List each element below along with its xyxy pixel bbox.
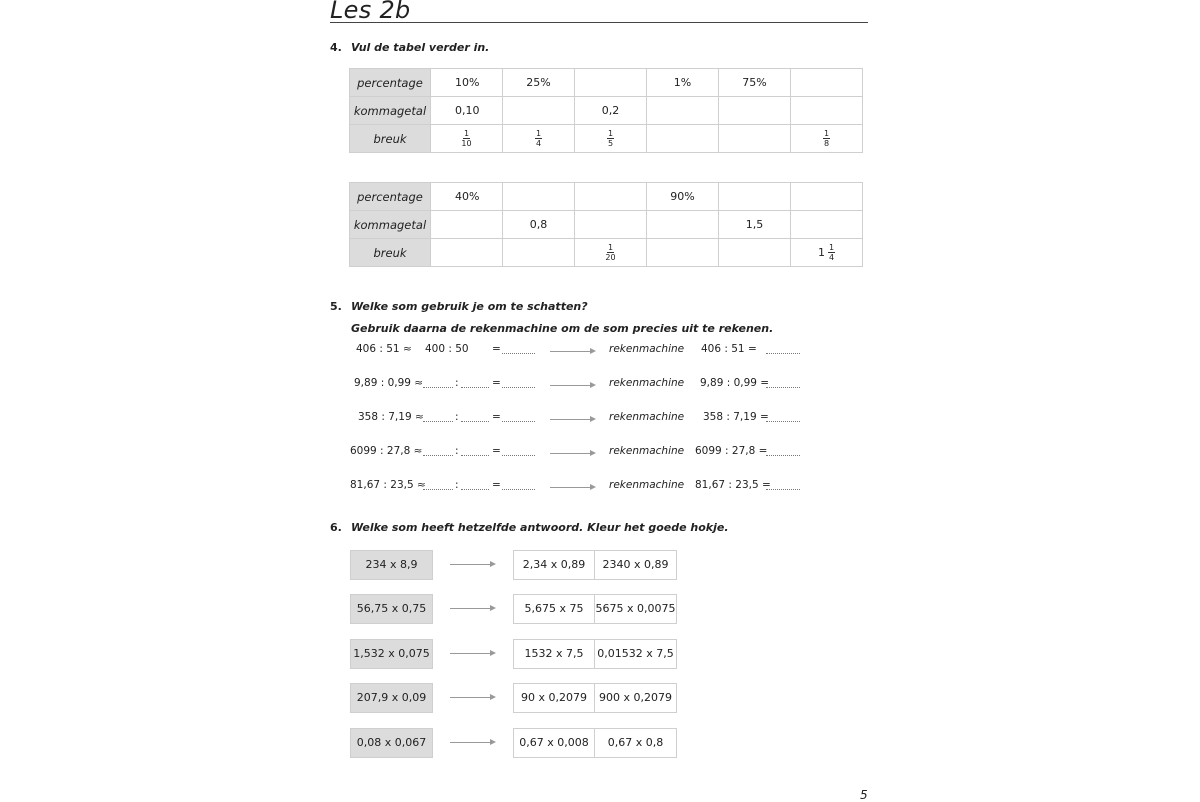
given-product: 1,532 x 0,075 <box>350 639 433 669</box>
fraction: $\frac{1}{4}$ <box>535 129 542 148</box>
equals-sign: = <box>492 377 501 389</box>
estimate-row <box>350 445 820 459</box>
estimate-row <box>350 411 820 425</box>
colon-sign: : <box>455 377 459 389</box>
answer-cell-empty[interactable] <box>503 239 575 267</box>
table1-row-kommagetal <box>350 97 863 125</box>
equals-sign: = <box>492 343 501 355</box>
table-cell: 0,10 <box>431 97 503 125</box>
estimate-blank-2[interactable] <box>461 379 489 388</box>
arrow-icon <box>550 351 594 352</box>
table-cell: 75% <box>719 69 791 97</box>
arrow-icon <box>450 608 494 609</box>
page-title: Les 2b <box>330 0 411 24</box>
answer-cell-empty[interactable] <box>575 183 647 211</box>
answer-option-b[interactable]: 0,67 x 0,8 <box>594 728 677 758</box>
answer-cell-empty[interactable] <box>791 69 863 97</box>
calculator-answer-blank[interactable] <box>766 345 800 354</box>
colon-sign: : <box>455 479 459 491</box>
estimate-answer-blank[interactable] <box>502 379 535 388</box>
q5-number: 5. <box>330 300 342 313</box>
estimate-example: 400 : 50 <box>425 343 469 355</box>
answer-cell-empty[interactable] <box>791 211 863 239</box>
calculator-answer-blank[interactable] <box>766 481 800 490</box>
answer-option-a[interactable]: 5,675 x 75 <box>513 594 595 624</box>
arrow-icon <box>450 742 494 743</box>
table-cell: 40% <box>431 183 503 211</box>
estimate-row <box>350 343 820 357</box>
calculator-problem: 358 : 7,19 = <box>703 411 769 423</box>
answer-cell-empty[interactable] <box>719 125 791 153</box>
page-number: 5 <box>860 788 868 802</box>
q5-instruction-1: Welke som gebruik je om te schatten? <box>351 300 588 313</box>
table-cell: 10% <box>431 69 503 97</box>
division-problem: 81,67 : 23,5 ≈ <box>350 479 426 491</box>
table2-row-kommagetal <box>350 211 863 239</box>
answer-option-a[interactable]: 90 x 0,2079 <box>513 683 595 713</box>
calculator-label: rekenmachine <box>609 445 685 457</box>
answer-option-a[interactable]: 0,67 x 0,008 <box>513 728 595 758</box>
given-product: 207,9 x 0,09 <box>350 683 433 713</box>
equals-sign: = <box>492 445 501 457</box>
row-label-percentage: percentage <box>350 69 431 97</box>
division-problem: 9,89 : 0,99 ≈ <box>354 377 424 389</box>
calculator-problem: 406 : 51 = <box>701 343 757 355</box>
row-label-percentage: percentage <box>350 183 431 211</box>
table-cell <box>791 239 863 267</box>
answer-cell-empty[interactable] <box>647 239 719 267</box>
estimate-answer-blank[interactable] <box>502 345 535 354</box>
q4-instruction: Vul de tabel verder in. <box>351 41 490 54</box>
arrow-icon <box>550 453 594 454</box>
table-cell <box>575 239 647 267</box>
calculator-answer-blank[interactable] <box>766 379 800 388</box>
answer-option-b[interactable]: 5675 x 0,0075 <box>594 594 677 624</box>
title-divider <box>330 22 868 23</box>
table-cell <box>791 125 863 153</box>
answer-option-a[interactable]: 1532 x 7,5 <box>513 639 595 669</box>
table-cell: 90% <box>647 183 719 211</box>
answer-cell-empty[interactable] <box>791 97 863 125</box>
estimate-blank-1[interactable] <box>423 413 453 422</box>
q6-number: 6. <box>330 521 342 534</box>
calculator-label: rekenmachine <box>609 411 685 423</box>
answer-option-b[interactable]: 2340 x 0,89 <box>594 550 677 580</box>
arrow-icon <box>550 419 594 420</box>
fraction: $\frac{1}{4}$ <box>828 243 835 262</box>
arrow-icon <box>450 653 494 654</box>
answer-cell-empty[interactable] <box>719 239 791 267</box>
q6-instruction: Welke som heeft hetzelfde antwoord. Kleur het goede hokje. <box>351 521 729 534</box>
answer-cell-empty[interactable] <box>575 69 647 97</box>
equals-sign: = <box>492 479 501 491</box>
table2-row-percentage <box>350 183 863 211</box>
answer-cell-empty[interactable] <box>647 125 719 153</box>
q5-instruction-2: Gebruik daarna de rekenmachine om de som precies uit te rekenen. <box>351 322 774 335</box>
division-problem: 406 : 51 ≈ <box>356 343 412 355</box>
estimate-row <box>350 479 820 493</box>
calculator-answer-blank[interactable] <box>766 413 800 422</box>
table-cell: 0,8 <box>503 211 575 239</box>
fraction: $\frac{1}{10}$ <box>461 129 472 148</box>
estimate-blank-1[interactable] <box>423 481 453 490</box>
table-cell <box>575 125 647 153</box>
given-product: 234 x 8,9 <box>350 550 433 580</box>
fraction-whole: 1 <box>817 246 825 259</box>
table-cell <box>431 125 503 153</box>
division-problem: 6099 : 27,8 ≈ <box>350 445 423 457</box>
colon-sign: : <box>455 445 459 457</box>
estimate-blank-2[interactable] <box>461 413 489 422</box>
division-problem: 358 : 7,19 ≈ <box>358 411 424 423</box>
answer-option-b[interactable]: 900 x 0,2079 <box>594 683 677 713</box>
answer-cell-empty[interactable] <box>647 211 719 239</box>
arrow-icon <box>450 697 494 698</box>
fraction: $\frac{1}{5}$ <box>607 129 614 148</box>
row-label-kommagetal: kommagetal <box>350 97 431 125</box>
answer-cell-empty[interactable] <box>719 183 791 211</box>
row-label-kommagetal: kommagetal <box>350 211 431 239</box>
answer-cell-empty[interactable] <box>503 97 575 125</box>
conversion-table-2 <box>349 182 863 267</box>
conversion-table-1 <box>349 68 863 153</box>
table-cell: 1% <box>647 69 719 97</box>
estimate-blank-2[interactable] <box>461 481 489 490</box>
table-cell: 0,2 <box>575 97 647 125</box>
row-label-breuk: breuk <box>350 125 431 153</box>
fraction: $\frac{1}{8}$ <box>823 129 830 148</box>
table-cell: 25% <box>503 69 575 97</box>
given-product: 0,08 x 0,067 <box>350 728 433 758</box>
table-cell: 1,5 <box>719 211 791 239</box>
calculator-label: rekenmachine <box>609 377 685 389</box>
answer-cell-empty[interactable] <box>647 97 719 125</box>
table1-row-percentage <box>350 69 863 97</box>
calculator-problem: 6099 : 27,8 = <box>695 445 768 457</box>
estimate-answer-blank[interactable] <box>502 481 535 490</box>
estimate-blank-2[interactable] <box>461 447 489 456</box>
estimate-blank-1[interactable] <box>423 379 453 388</box>
colon-sign: : <box>455 411 459 423</box>
answer-cell-empty[interactable] <box>431 239 503 267</box>
answer-cell-empty[interactable] <box>575 211 647 239</box>
estimate-blank-1[interactable] <box>423 447 453 456</box>
calculator-problem: 81,67 : 23,5 = <box>695 479 771 491</box>
calculator-label: rekenmachine <box>609 343 685 355</box>
table2-row-breuk <box>350 239 863 267</box>
given-product: 56,75 x 0,75 <box>350 594 433 624</box>
row-label-breuk: breuk <box>350 239 431 267</box>
q4-number: 4. <box>330 41 342 54</box>
estimate-answer-blank[interactable] <box>502 447 535 456</box>
answer-cell-empty[interactable] <box>719 97 791 125</box>
fraction: $\frac{1}{20}$ <box>605 243 616 262</box>
calculator-answer-blank[interactable] <box>766 447 800 456</box>
calculator-problem: 9,89 : 0,99 = <box>700 377 770 389</box>
arrow-icon <box>550 487 594 488</box>
answer-cell-empty[interactable] <box>791 183 863 211</box>
equals-sign: = <box>492 411 501 423</box>
table-cell <box>503 125 575 153</box>
answer-option-b[interactable]: 0,01532 x 7,5 <box>594 639 677 669</box>
estimate-answer-blank[interactable] <box>502 413 535 422</box>
calculator-label: rekenmachine <box>609 479 685 491</box>
table1-row-breuk <box>350 125 863 153</box>
arrow-icon <box>550 385 594 386</box>
answer-option-a[interactable]: 2,34 x 0,89 <box>513 550 595 580</box>
estimate-row <box>350 377 820 391</box>
arrow-icon <box>450 564 494 565</box>
answer-cell-empty[interactable] <box>503 183 575 211</box>
answer-cell-empty[interactable] <box>431 211 503 239</box>
